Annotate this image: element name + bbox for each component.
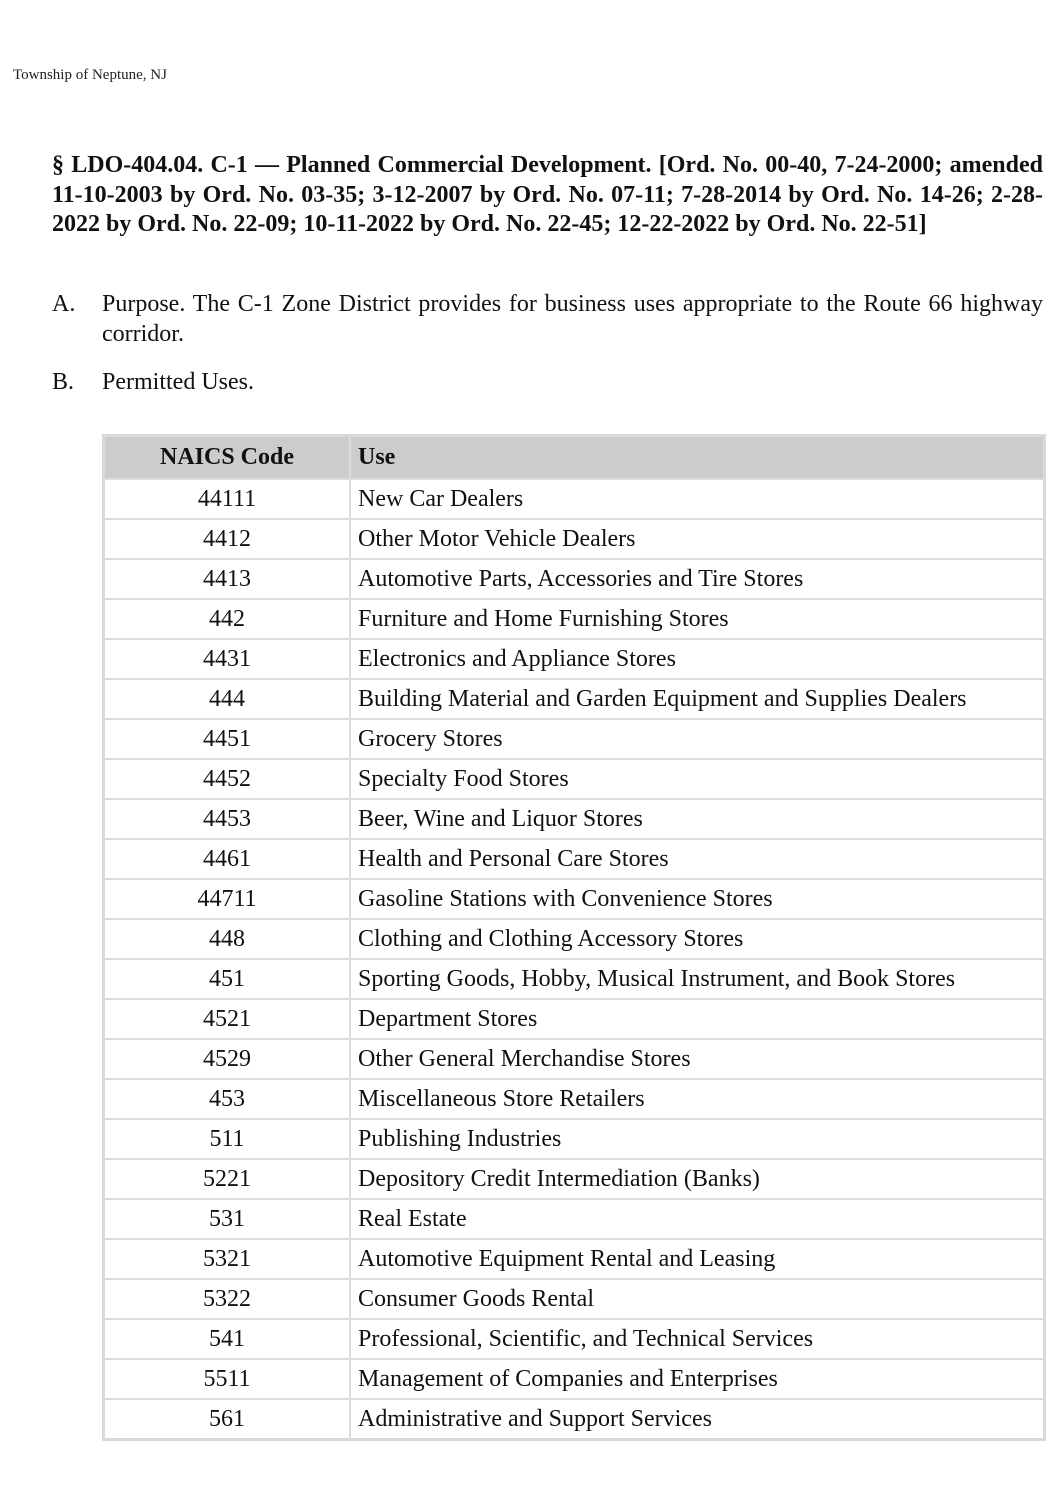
table-row [104, 519, 1045, 559]
use-cell: Department Stores [350, 999, 1045, 1039]
table-row [104, 639, 1045, 679]
column-header-naics-code: NAICS Code [104, 436, 351, 480]
naics-code-cell: 4529 [104, 1039, 351, 1079]
use-cell: Sporting Goods, Hobby, Musical Instrument, and Book Stores [350, 959, 1045, 999]
table-row [104, 479, 1045, 519]
column-header-use: Use [350, 436, 1045, 480]
section-heading: § LDO-404.04. C-1 — Planned Commercial Development. [Ord. No. 00-40, 7-24-2000; amended 11-10-2003 by Ord. No. 03-35; 3-12-2007 by Ord. No. 07-11; 7-28-2014 by Ord. No. 14-26; 2-28-2022 by Ord. No. 22-09; 10-11-2022 by Ord. No. 22-45; 12-22-2022 by Ord. No. 22-51] [52, 152, 1043, 237]
table-row [104, 1199, 1045, 1239]
table-row [104, 559, 1045, 599]
table-row [104, 1319, 1045, 1359]
table-header-row [104, 436, 1045, 480]
naics-code-cell: 448 [104, 919, 351, 959]
use-cell: Professional, Scientific, and Technical Services [350, 1319, 1045, 1359]
use-cell: Real Estate [350, 1199, 1045, 1239]
naics-code-cell: 453 [104, 1079, 351, 1119]
table-row [104, 879, 1045, 919]
use-cell: Building Material and Garden Equipment and Supplies Dealers [350, 679, 1045, 719]
naics-code-cell: 531 [104, 1199, 351, 1239]
paragraph-text: Purpose. The C-1 Zone District provides for business uses appropriate to the Route 66 highway corridor. [102, 291, 1043, 347]
naics-code-cell: 4413 [104, 559, 351, 599]
naics-code-cell: 442 [104, 599, 351, 639]
use-cell: Furniture and Home Furnishing Stores [350, 599, 1045, 639]
table-row [104, 799, 1045, 839]
table-body [104, 479, 1045, 1440]
naics-code-cell: 4431 [104, 639, 351, 679]
table-row [104, 1399, 1045, 1440]
table-row [104, 999, 1045, 1039]
use-cell: Grocery Stores [350, 719, 1045, 759]
use-cell: Administrative and Support Services [350, 1399, 1045, 1440]
naics-code-cell: 5511 [104, 1359, 351, 1399]
paragraph-text: Permitted Uses. [102, 369, 254, 395]
use-cell: New Car Dealers [350, 479, 1045, 519]
table-row [104, 1159, 1045, 1199]
naics-code-cell: 561 [104, 1399, 351, 1440]
table-row [104, 919, 1045, 959]
running-header-title: Township of Neptune, NJ [13, 67, 167, 83]
use-cell: Automotive Equipment Rental and Leasing [350, 1239, 1045, 1279]
naics-code-cell: 541 [104, 1319, 351, 1359]
use-cell: Health and Personal Care Stores [350, 839, 1045, 879]
use-cell: Gasoline Stations with Convenience Stores [350, 879, 1045, 919]
paragraph-permitted-uses [52, 368, 1043, 398]
use-cell: Clothing and Clothing Accessory Stores [350, 919, 1045, 959]
use-cell: Other Motor Vehicle Dealers [350, 519, 1045, 559]
naics-code-cell: 444 [104, 679, 351, 719]
table-row [104, 959, 1045, 999]
use-cell: Other General Merchandise Stores [350, 1039, 1045, 1079]
naics-code-cell: 451 [104, 959, 351, 999]
use-cell: Automotive Parts, Accessories and Tire Stores [350, 559, 1045, 599]
naics-code-cell: 5221 [104, 1159, 351, 1199]
naics-code-cell: 4521 [104, 999, 351, 1039]
naics-code-cell: 5322 [104, 1279, 351, 1319]
paragraph-marker: A. [52, 291, 76, 317]
use-cell: Beer, Wine and Liquor Stores [350, 799, 1045, 839]
table-row [104, 719, 1045, 759]
use-cell: Depository Credit Intermediation (Banks) [350, 1159, 1045, 1199]
table-row [104, 1239, 1045, 1279]
naics-code-cell: 4451 [104, 719, 351, 759]
table-row [104, 1119, 1045, 1159]
paragraph-marker: B. [52, 369, 75, 395]
permitted-uses-table [102, 434, 1046, 1441]
table-row [104, 1079, 1045, 1119]
naics-code-cell: 4452 [104, 759, 351, 799]
table-row [104, 599, 1045, 639]
use-cell: Consumer Goods Rental [350, 1279, 1045, 1319]
naics-code-cell: 4412 [104, 519, 351, 559]
use-cell: Miscellaneous Store Retailers [350, 1079, 1045, 1119]
table-row [104, 759, 1045, 799]
use-cell: Publishing Industries [350, 1119, 1045, 1159]
use-cell: Specialty Food Stores [350, 759, 1045, 799]
table-row [104, 679, 1045, 719]
table-row [104, 1039, 1045, 1079]
use-cell: Electronics and Appliance Stores [350, 639, 1045, 679]
table-row [104, 1279, 1045, 1319]
naics-code-cell: 511 [104, 1119, 351, 1159]
naics-code-cell: 44111 [104, 479, 351, 519]
table-row [104, 1359, 1045, 1399]
naics-code-cell: 5321 [104, 1239, 351, 1279]
naics-code-cell: 44711 [104, 879, 351, 919]
table-row [104, 839, 1045, 879]
naics-code-cell: 4461 [104, 839, 351, 879]
paragraph-purpose [52, 290, 1043, 349]
naics-code-cell: 4453 [104, 799, 351, 839]
use-cell: Management of Companies and Enterprises [350, 1359, 1045, 1399]
